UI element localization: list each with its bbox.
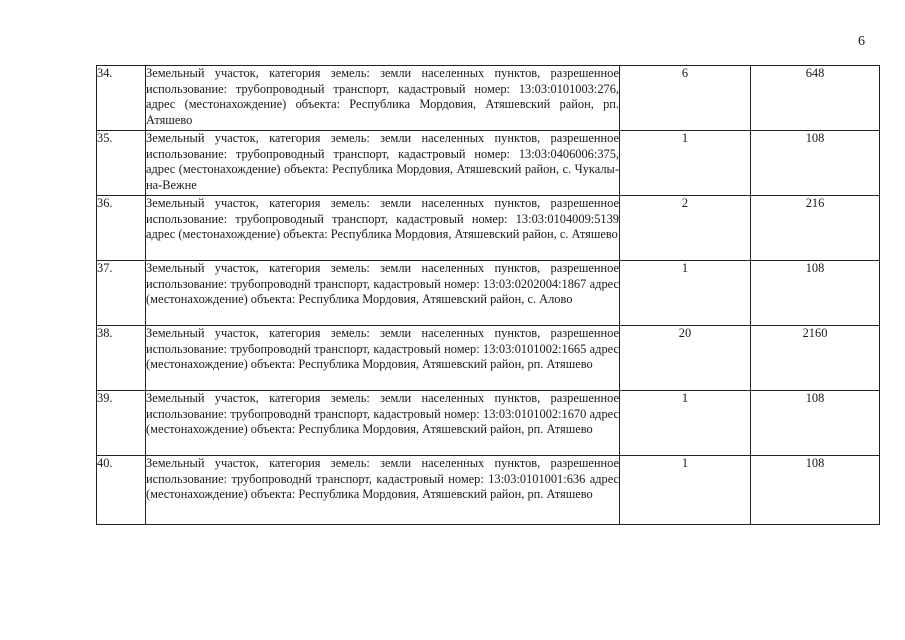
row-number: 38. <box>97 326 146 391</box>
row-number: 36. <box>97 196 146 261</box>
row-quantity: 1 <box>620 261 751 326</box>
row-value: 2160 <box>751 326 880 391</box>
row-number: 40. <box>97 456 146 525</box>
row-value: 108 <box>751 131 880 196</box>
row-number: 35. <box>97 131 146 196</box>
page-number: 6 <box>858 34 865 49</box>
row-description: Земельный участок, категория земель: земли населенных пунктов, разрешенное использование: трубопроводнй транспорт, кадастровый номер: 13:03:0101002:1665 адрес (местонахождение) объекта: Республика Мордовия, Атяшевский район, рп. Атяшево <box>146 326 620 391</box>
row-value: 108 <box>751 391 880 456</box>
table-row <box>97 261 880 326</box>
row-quantity: 1 <box>620 391 751 456</box>
row-description: Земельный участок, категория земель: земли населенных пунктов, разрешенное использование: трубопроводнй транспорт, кадастровый номер: 13:03:0101002:1670 адрес (местонахождение) объекта: Республика Мордовия, Атяшевский район, рп. Атяшево <box>146 391 620 456</box>
row-description: Земельный участок, категория земель: земли населенных пунктов, разрешенное использование: трубопроводнй транспорт, кадастровый номер: 13:03:0101001:636 адрес (местонахождение) объекта: Республика Мордовия, Атяшевский район, рп. Атяшево <box>146 456 620 525</box>
row-quantity: 20 <box>620 326 751 391</box>
table-row <box>97 391 880 456</box>
row-description: Земельный участок, категория земель: земли населенных пунктов, разрешенное использование: трубопроводный транспорт, кадастровый номер: 13:03:0406006:375, адрес (местонахождение) объекта: Республика Мордовия, Атяшевский район, с. Чукалы-на-Вежне <box>146 131 620 196</box>
row-description: Земельный участок, категория земель: земли населенных пунктов, разрешенное использование: трубопроводный транспорт, кадастровый номер: 13:03:0101003:276, адрес (местонахождение) объекта: Республика Мордовия, Атяшевский район, рп. Атяшево <box>146 66 620 131</box>
row-quantity: 1 <box>620 131 751 196</box>
row-value: 108 <box>751 456 880 525</box>
table-row <box>97 196 880 261</box>
table-row <box>97 131 880 196</box>
row-number: 34. <box>97 66 146 131</box>
row-value: 108 <box>751 261 880 326</box>
row-quantity: 6 <box>620 66 751 131</box>
table-row <box>97 326 880 391</box>
row-quantity: 2 <box>620 196 751 261</box>
row-number: 39. <box>97 391 146 456</box>
row-description: Земельный участок, категория земель: земли населенных пунктов, разрешенное использование: трубопроводный транспорт, кадастровый номер: 13:03:0104009:5139 адрес (местонахождение) объекта: Республика Мордовия, Атяшевский район, с. Атяшево <box>146 196 620 261</box>
row-number: 37. <box>97 261 146 326</box>
row-value: 648 <box>751 66 880 131</box>
row-description: Земельный участок, категория земель: земли населенных пунктов, разрешенное использование: трубопроводнй транспорт, кадастровый номер: 13:03:0202004:1867 адрес (местонахождение) объекта: Республика Мордовия, Атяшевский район, с. Алово <box>146 261 620 326</box>
table-row <box>97 456 880 525</box>
row-quantity: 1 <box>620 456 751 525</box>
row-value: 216 <box>751 196 880 261</box>
table-row <box>97 66 880 131</box>
land-plot-table <box>96 65 880 525</box>
